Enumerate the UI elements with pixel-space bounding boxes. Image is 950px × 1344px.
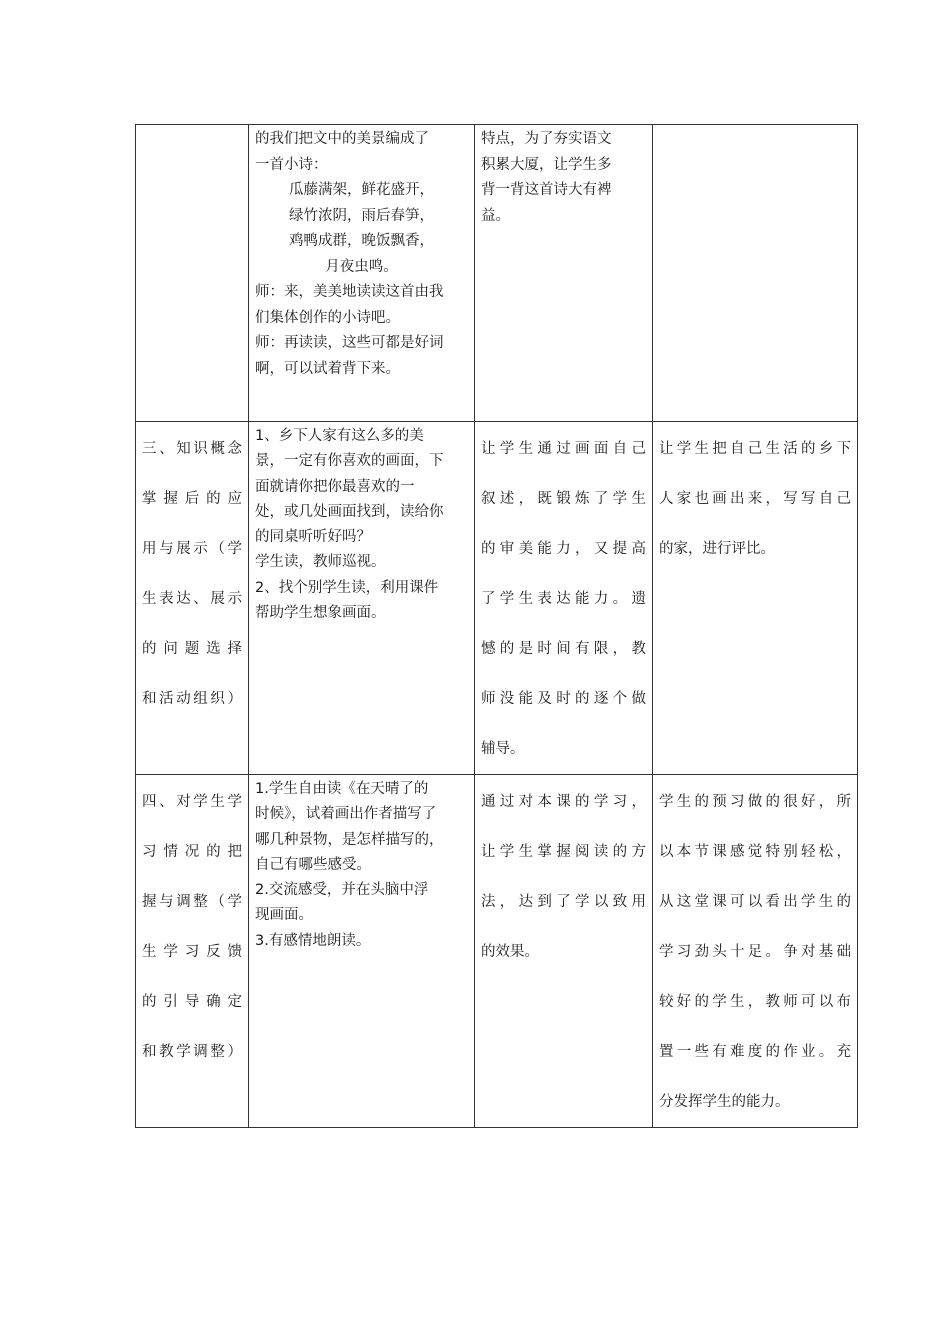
text-line: 学生的预习做的很好，所: [659, 794, 851, 810]
text-line: 让学生通过画面自己: [481, 441, 646, 457]
text-line: 学习劲头十足。争对基础: [659, 944, 851, 960]
text-line: 们集体创作的小诗吧。: [255, 309, 400, 326]
stage-line: 和活动组织）: [142, 691, 242, 707]
poem-line: 绿竹浓阴，雨后春笋，: [289, 207, 434, 224]
text-line: 自己有哪些感受。: [255, 856, 371, 873]
text-line: 叙述，既锻炼了学生: [481, 491, 646, 507]
text-line: 憾的是时间有限，教: [481, 641, 646, 657]
text-line: 的审美能力，又提高: [481, 541, 646, 557]
row1-process-cell: [249, 125, 475, 422]
text-line: 3.有感情地朗读。: [255, 932, 371, 949]
text-line: 的我们把文中的美景编成了: [255, 131, 429, 147]
row2-intent-cell: [475, 422, 653, 775]
stage-line: 的引导确定: [142, 994, 242, 1010]
stage-line: 三、知识概念: [142, 441, 242, 457]
text-line: 人家也画出来，写写自己: [659, 491, 851, 507]
table-row: [136, 775, 858, 1128]
text-line: 面就请你把你最喜欢的一: [255, 478, 415, 495]
text-line: 分发挥学生的能力。: [659, 1094, 790, 1110]
text-line: 1、乡下人家有这么多的美: [255, 428, 424, 444]
text-line: 学生读，教师巡视。: [255, 554, 386, 571]
row2-reflection-cell: [653, 422, 858, 775]
stage-line: 和教学调整）: [142, 1044, 242, 1060]
text-line: 较好的学生，教师可以布: [659, 994, 851, 1010]
table-row: [136, 125, 858, 422]
text-line: 现画面。: [255, 907, 313, 924]
poem-line: 月夜虫鸣。: [325, 258, 398, 275]
text-line: 特点，为了夯实语文: [481, 131, 612, 147]
stage-line: 生学习反馈: [142, 944, 242, 960]
text-line: 一首小诗：: [255, 156, 328, 173]
lesson-reflection-table: [135, 124, 858, 1128]
text-line: 的同桌听听好吗？: [255, 529, 371, 546]
text-line: 背一背这首诗大有裨: [481, 182, 612, 198]
text-line: 师没能及时的逐个做: [481, 691, 646, 707]
stage-line: 握与调整（学: [142, 894, 242, 910]
text-line: 师：再读读，这些可都是好词: [255, 335, 444, 351]
row2-process-cell: [249, 422, 475, 775]
text-line: 帮助学生想象画面。: [255, 605, 386, 622]
text-line: 积累大厦，让学生多: [481, 156, 612, 173]
row1-intent-cell: [475, 125, 653, 422]
text-line: 让学生掌握阅读的方: [481, 844, 646, 860]
text-line: 益。: [481, 207, 510, 224]
stage-line: 的问题选择: [142, 641, 242, 657]
text-line: 景，一定有你喜欢的画面，下: [255, 453, 444, 470]
text-line: 了学生表达能力。遗: [481, 591, 646, 607]
text-line: 2.交流感受，并在头脑中浮: [255, 882, 429, 899]
table-row: [136, 422, 858, 775]
poem-line: 瓜藤满架，鲜花盛开，: [289, 182, 434, 198]
text-line: 从这堂课可以看出学生的: [659, 894, 851, 910]
row3-intent-cell: [475, 775, 653, 1128]
text-line: 置一些有难度的作业。充: [659, 1044, 851, 1060]
row1-reflection-cell: [653, 125, 858, 422]
poem-line: 鸡鸭成群，晚饭飘香，: [289, 233, 434, 249]
row3-process-cell: [249, 775, 475, 1128]
stage-line: 用与展示（学: [142, 541, 242, 557]
text-line: 辅导。: [481, 741, 525, 757]
stage-line: 习情况的把: [142, 844, 242, 860]
row1-col1-cell: [136, 125, 249, 422]
stage-line: 掌握后的应: [142, 491, 242, 507]
text-line: 时候》，试着画出作者描写了: [255, 806, 437, 823]
text-line: 啊，可以试着背下来。: [255, 360, 400, 377]
stage-line: 四、对学生学: [142, 794, 242, 810]
text-line: 通过对本课的学习，: [481, 794, 646, 810]
text-line: 的效果。: [481, 944, 539, 960]
row3-reflection-cell: [653, 775, 858, 1128]
text-line: 哪几种景物，是怎样描写的，: [255, 831, 444, 848]
row3-stage-cell: [136, 775, 249, 1128]
text-line: 2、找个别学生读，利用课件: [255, 579, 439, 596]
text-line: 1.学生自由读《在天晴了的: [255, 781, 429, 797]
row2-stage-cell: [136, 422, 249, 775]
text-line: 师：来，美美地读读这首由我: [255, 284, 444, 300]
text-line: 法，达到了学以致用: [481, 894, 646, 910]
stage-line: 生表达、展示: [142, 591, 242, 607]
text-line: 的家，进行评比。: [659, 541, 775, 557]
text-line: 让学生把自己生活的乡下: [659, 441, 851, 457]
text-line: 处，或几处画面找到，读给你: [255, 503, 444, 520]
text-line: 以本节课感觉特别轻松，: [659, 844, 851, 860]
